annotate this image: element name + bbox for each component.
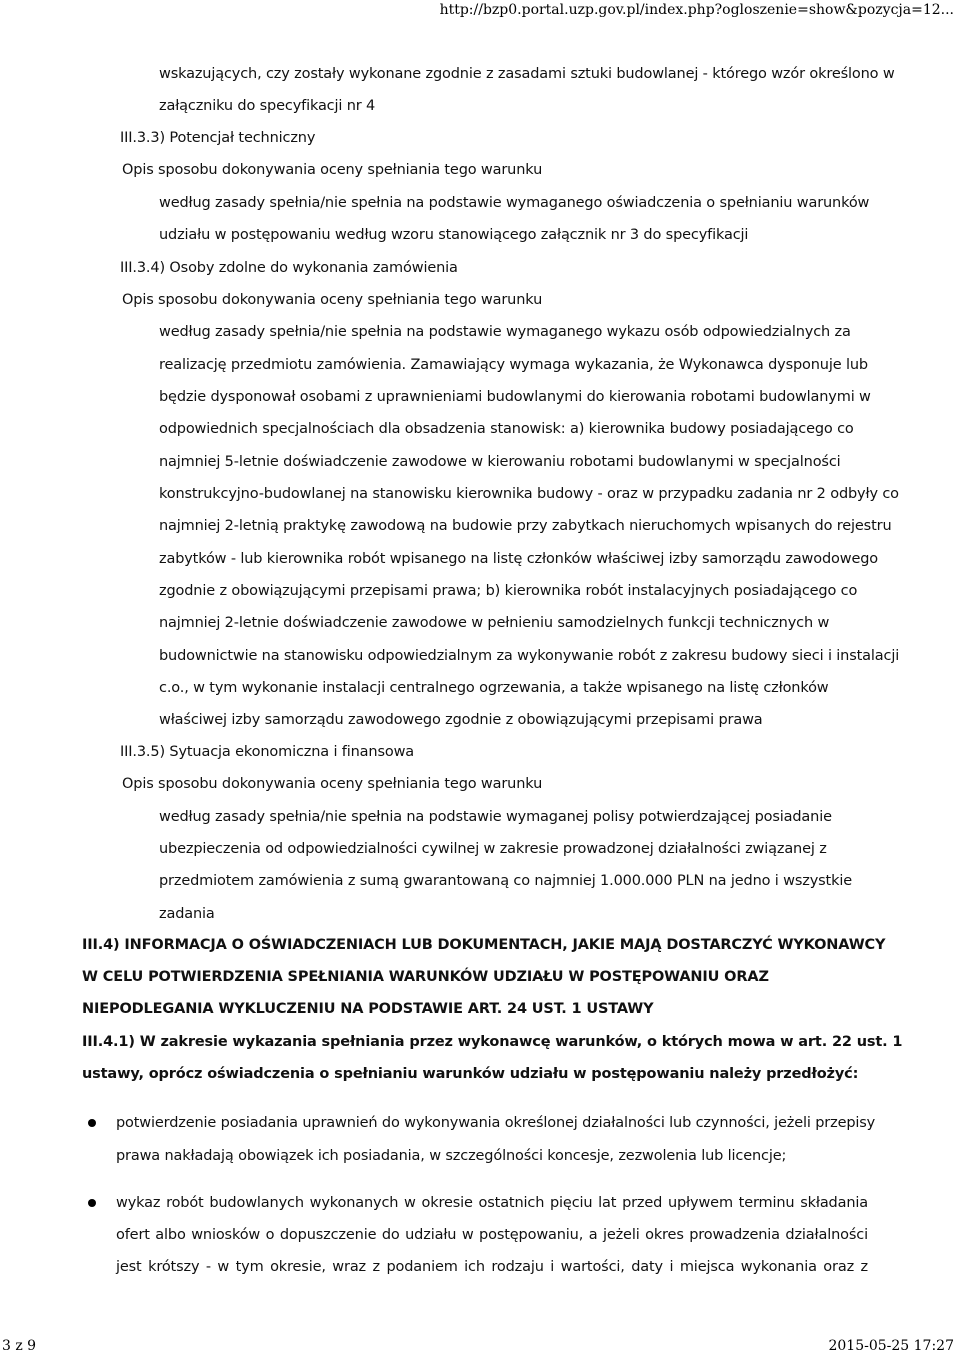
section-heading: ustawy, oprócz oświadczenia o spełnianiu warunków udziału w postępowaniu należy przedłożyć: xyxy=(82,1066,859,1082)
list-item-line: ofert albo wniosków o dopuszczenie do udziału w postępowaniu, a jeżeli okres prowadzenia działalności xyxy=(116,1227,868,1243)
text-line: według zasady spełnia/nie spełnia na podstawie wymaganego wykazu osób odpowiedzialnych za xyxy=(159,324,851,340)
bullet-icon xyxy=(88,1119,96,1127)
text-line: zabytków - lub kierownika robót wpisanego na listę członków właściwej izby samorządu zawodowego xyxy=(159,551,879,567)
text-line: najmniej 2-letnie doświadczenie zawodowe w pełnieniu samodzielnych funkcji technicznych w xyxy=(159,615,830,631)
text-line: najmniej 5-letnie doświadczenie zawodowe w kierowaniu robotami budowlanymi w specjalności xyxy=(159,454,841,470)
list-item-line: jest krótszy - w tym okresie, wraz z podaniem ich rodzaju i wartości, daty i miejsca wykonania oraz z xyxy=(116,1259,868,1275)
section-heading: W CELU POTWIERDZENIA SPEŁNIANIA WARUNKÓW UDZIAŁU W POSTĘPOWANIU ORAZ xyxy=(82,969,769,985)
text-line: według zasady spełnia/nie spełnia na podstawie wymaganej polisy potwierdzającej posiadanie xyxy=(159,809,832,825)
text-line: zgodnie z obowiązującymi przepisami prawa; b) kierownika robót instalacyjnych posiadającego co xyxy=(159,583,858,599)
text-line: realizację przedmiotu zamówienia. Zamawiający wymaga wykazania, że Wykonawca dysponuje lub xyxy=(159,357,868,373)
section-heading: III.3.3) Potencjał techniczny xyxy=(120,130,316,146)
print-timestamp: 2015-05-25 17:27 xyxy=(828,1338,954,1354)
text-line: odpowiednich specjalnościach dla obsadzenia stanowisk: a) kierownika budowy posiadającego co xyxy=(159,421,854,437)
section-heading: III.3.4) Osoby zdolne do wykonania zamówienia xyxy=(120,260,458,276)
text-line: najmniej 2-letnią praktykę zawodową na budowie przy zabytkach nieruchomych wpisanych do rejestru xyxy=(159,518,892,534)
list-item-line: wykaz robót budowlanych wykonanych w okresie ostatnich pięciu lat przed upływem terminu składania xyxy=(116,1195,868,1211)
page-number: 3 z 9 xyxy=(2,1338,37,1354)
page-url: http://bzp0.portal.uzp.gov.pl/index.php?ogloszenie=show&pozycja=12... xyxy=(439,2,954,18)
text-line: budownictwie na stanowisku odpowiedzialnym za wykonywanie robót z zakresu budowy sieci i instalacji xyxy=(159,648,900,664)
section-heading: III.4) INFORMACJA O OŚWIADCZENIACH LUB DOKUMENTACH, JAKIE MAJĄ DOSTARCZYĆ WYKONAWCY xyxy=(82,937,886,953)
text-line: wskazujących, czy zostały wykonane zgodnie z zasadami sztuki budowlanej - którego wzór określono w xyxy=(159,66,895,82)
list-item-line: potwierdzenie posiadania uprawnień do wykonywania określonej działalności lub czynności, jeżeli przepisy xyxy=(116,1115,876,1131)
text-line: według zasady spełnia/nie spełnia na podstawie wymaganego oświadczenia o spełnianiu warunków xyxy=(159,195,870,211)
subheading: Opis sposobu dokonywania oceny spełniania tego warunku xyxy=(122,162,543,178)
subheading: Opis sposobu dokonywania oceny spełniania tego warunku xyxy=(122,776,543,792)
text-line: c.o., w tym wykonanie instalacji centralnego ogrzewania, a także wpisanego na listę członków xyxy=(159,680,829,696)
section-heading: III.4.1) W zakresie wykazania spełniania przez wykonawcę warunków, o których mowa w art. 22 ust. 1 xyxy=(82,1034,903,1050)
section-heading: III.3.5) Sytuacja ekonomiczna i finansowa xyxy=(120,744,415,760)
bullet-icon xyxy=(88,1199,96,1207)
subheading: Opis sposobu dokonywania oceny spełniania tego warunku xyxy=(122,292,543,308)
section-heading: NIEPODLEGANIA WYKLUCZENIU NA PODSTAWIE ART. 24 UST. 1 USTAWY xyxy=(82,1001,654,1017)
text-line: konstrukcyjno-budowlanej na stanowisku kierownika budowy - oraz w przypadku zadania nr 2 odbyły co xyxy=(159,486,899,502)
text-line: właściwej izby samorządu zawodowego zgodnie z obowiązującymi przepisami prawa xyxy=(159,712,763,728)
list-item-line: prawa nakładają obowiązek ich posiadania, w szczególności koncesje, zezwolenia lub licencje; xyxy=(116,1148,787,1164)
text-line: udziału w postępowaniu według wzoru stanowiącego załącznik nr 3 do specyfikacji xyxy=(159,227,749,243)
text-line: będzie dysponował osobami z uprawnieniami budowlanymi do kierowania robotami budowlanymi w xyxy=(159,389,871,405)
text-line: przedmiotem zamówienia z sumą gwarantowaną co najmniej 1.000.000 PLN na jedno i wszystkie xyxy=(159,873,852,889)
text-line: zadania xyxy=(159,906,215,922)
text-line: ubezpieczenia od odpowiedzialności cywilnej w zakresie prowadzonej działalności związanej z xyxy=(159,841,827,857)
text-line: załączniku do specyfikacji nr 4 xyxy=(159,98,376,114)
